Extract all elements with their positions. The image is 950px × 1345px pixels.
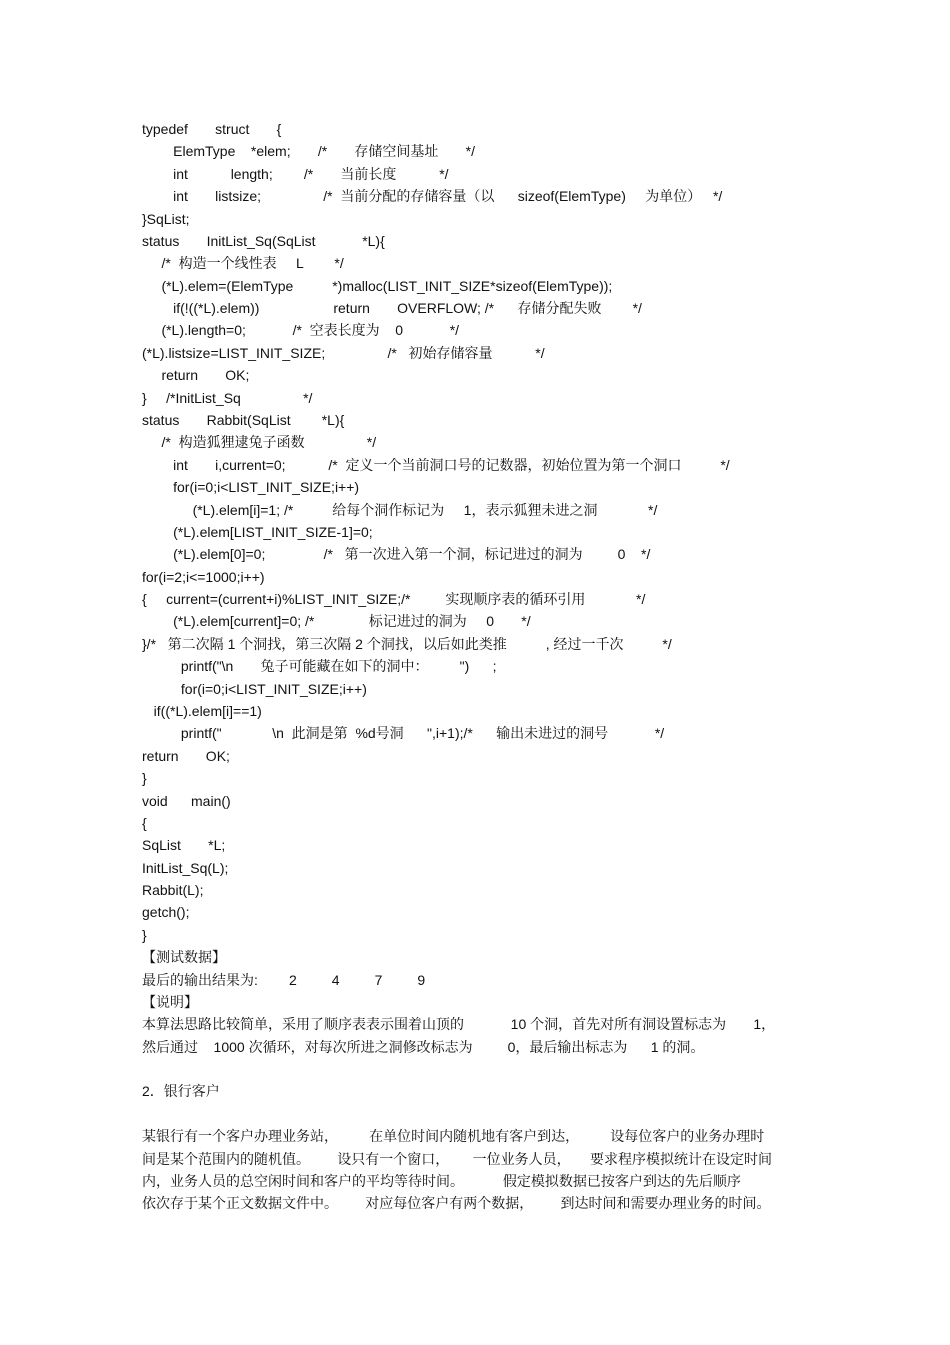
code-line (142, 210, 189, 228)
code-line (142, 277, 612, 295)
line-text: (*L).elem[0]=0; /* 第一次进入第一个洞，标记进过的洞为 0 */ (142, 546, 651, 562)
code-line (142, 568, 265, 586)
line-text: }SqList; (142, 211, 190, 227)
code-line (142, 187, 722, 205)
line-text: for(i=2;i<=1000;i++) (142, 569, 265, 585)
line-text: { (142, 815, 147, 831)
body-line (142, 1127, 764, 1145)
line-text: (*L).elem=(ElemType *)malloc(LIST_INIT_SIZE*sizeof(ElemType)); (142, 278, 613, 294)
code-line (142, 366, 249, 384)
code-line (142, 433, 376, 451)
line-text: getch(); (142, 904, 190, 920)
line-text: if(!((*L).elem)) return OVERFLOW; /* 存储分配失败 */ (142, 300, 642, 316)
line-text: int length; /* 当前长度 */ (142, 166, 449, 182)
body-line (142, 1194, 770, 1212)
code-line (142, 881, 203, 899)
code-line (142, 859, 228, 877)
line-text: 最后的输出结果为: 2 4 7 9 (142, 972, 426, 988)
code-line (142, 836, 225, 854)
code-line (142, 344, 545, 362)
code-line (142, 523, 373, 541)
line-text: } (142, 770, 147, 786)
code-line (142, 321, 459, 339)
line-text: if((*L).elem[i]==1) (142, 703, 262, 719)
body-line (142, 1015, 775, 1033)
section-heading (142, 1082, 220, 1100)
line-text: 本算法思路比较简单，采用了顺序表表示围着山顶的 10 个洞，首先对所有洞设置标志为 1， (142, 1016, 776, 1032)
line-text: for(i=0;i<LIST_INIT_SIZE;i++) (142, 681, 367, 697)
code-line (142, 590, 645, 608)
code-line (142, 299, 642, 317)
body-line (142, 971, 425, 989)
line-text: typedef struct { (142, 121, 282, 137)
line-text: (*L).listsize=LIST_INIT_SIZE; /* 初始存储容量 */ (142, 345, 545, 361)
line-text: }/* 第二次隔 1 个洞找，第三次隔 2 个洞找，以后如此类推 , 经过一千次 */ (142, 636, 672, 652)
code-line (142, 142, 475, 160)
code-line (142, 545, 650, 563)
line-text: 间是某个范围内的随机值。 设只有一个窗口， 一位业务人员， 要求程序模拟统计在设定时间 (142, 1151, 773, 1167)
section-heading (142, 948, 226, 966)
line-text: (*L).length=0; /* 空表长度为 0 */ (142, 322, 460, 338)
line-text: int i,current=0; /* 定义一个当前洞口号的记数器，初始位置为第一个洞口 */ (142, 457, 730, 473)
code-line (142, 120, 281, 138)
line-text: 【测试数据】 (142, 949, 226, 965)
line-text: return OK; (142, 748, 230, 764)
body-line (142, 1172, 741, 1190)
line-text: 然后通过 1000 次循环，对每次所进之洞修改标志为 0，最后输出标志为 1 的洞。 (142, 1039, 705, 1055)
code-line (142, 501, 657, 519)
line-text: (*L).elem[current]=0; /* 标记进过的洞为 0 */ (142, 613, 531, 629)
line-text: } /*InitList_Sq */ (142, 390, 313, 406)
line-text: 内，业务人员的总空闲时间和客户的平均等待时间。 假定模拟数据已按客户到达的先后顺序 (142, 1173, 741, 1189)
code-line (142, 814, 147, 832)
code-line (142, 926, 147, 944)
line-text: void main() (142, 793, 231, 809)
code-line (142, 657, 497, 675)
line-text: return OK; (142, 367, 250, 383)
code-line (142, 680, 367, 698)
code-line (142, 747, 230, 765)
body-line (142, 1150, 772, 1168)
code-line (142, 702, 262, 720)
line-text: /* 构造狐狸逮兔子函数 */ (142, 434, 377, 450)
code-line (142, 612, 531, 630)
code-line (142, 165, 449, 183)
line-text: for(i=0;i<LIST_INIT_SIZE;i++) (142, 479, 360, 495)
line-text: 依次存于某个正文数据文件中。 对应每位客户有两个数据， 到达时间和需要办理业务的时间。 (142, 1195, 771, 1211)
line-text: InitList_Sq(L); (142, 860, 229, 876)
line-text: 某银行有一个客户办理业务站， 在单位时间内随机地有客户到达， 设每位客户的业务办理时 (142, 1128, 765, 1144)
line-text: printf(" \n 此洞是第 %d号洞 ",i+1);/* 输出未进过的洞号 */ (142, 725, 665, 741)
line-text: 【说明】 (142, 994, 198, 1010)
code-line (142, 724, 664, 742)
line-text: } (142, 927, 147, 943)
code-line (142, 769, 147, 787)
code-line (142, 903, 189, 921)
line-text: { current=(current+i)%LIST_INIT_SIZE;/* 实现顺序表的循环引用 */ (142, 591, 646, 607)
code-line (142, 456, 730, 474)
line-text: status InitList_Sq(SqList *L){ (142, 233, 385, 249)
code-line (142, 254, 344, 272)
line-text: Rabbit(L); (142, 882, 204, 898)
body-line (142, 1038, 704, 1056)
code-line (142, 389, 312, 407)
line-text: (*L).elem[i]=1; /* 给每个洞作标记为 1，表示狐狸未进之洞 */ (142, 502, 658, 518)
line-text: status Rabbit(SqList *L){ (142, 412, 345, 428)
line-text: printf("\n 兔子可能藏在如下的洞中： ") ; (142, 658, 497, 674)
code-line (142, 232, 385, 250)
line-text: 2．银行客户 (142, 1083, 220, 1099)
code-line (142, 635, 672, 653)
line-text: /* 构造一个线性表 L */ (142, 255, 344, 271)
line-text: (*L).elem[LIST_INIT_SIZE-1]=0; (142, 524, 373, 540)
line-text: ElemType *elem; /* 存储空间基址 */ (142, 143, 475, 159)
code-line (142, 792, 231, 810)
code-line (142, 411, 344, 429)
section-heading (142, 993, 198, 1011)
line-text: int listsize; /* 当前分配的存储容量（以 sizeof(ElemType) 为单位） */ (142, 188, 723, 204)
code-line (142, 478, 359, 496)
line-text: SqList *L; (142, 837, 226, 853)
